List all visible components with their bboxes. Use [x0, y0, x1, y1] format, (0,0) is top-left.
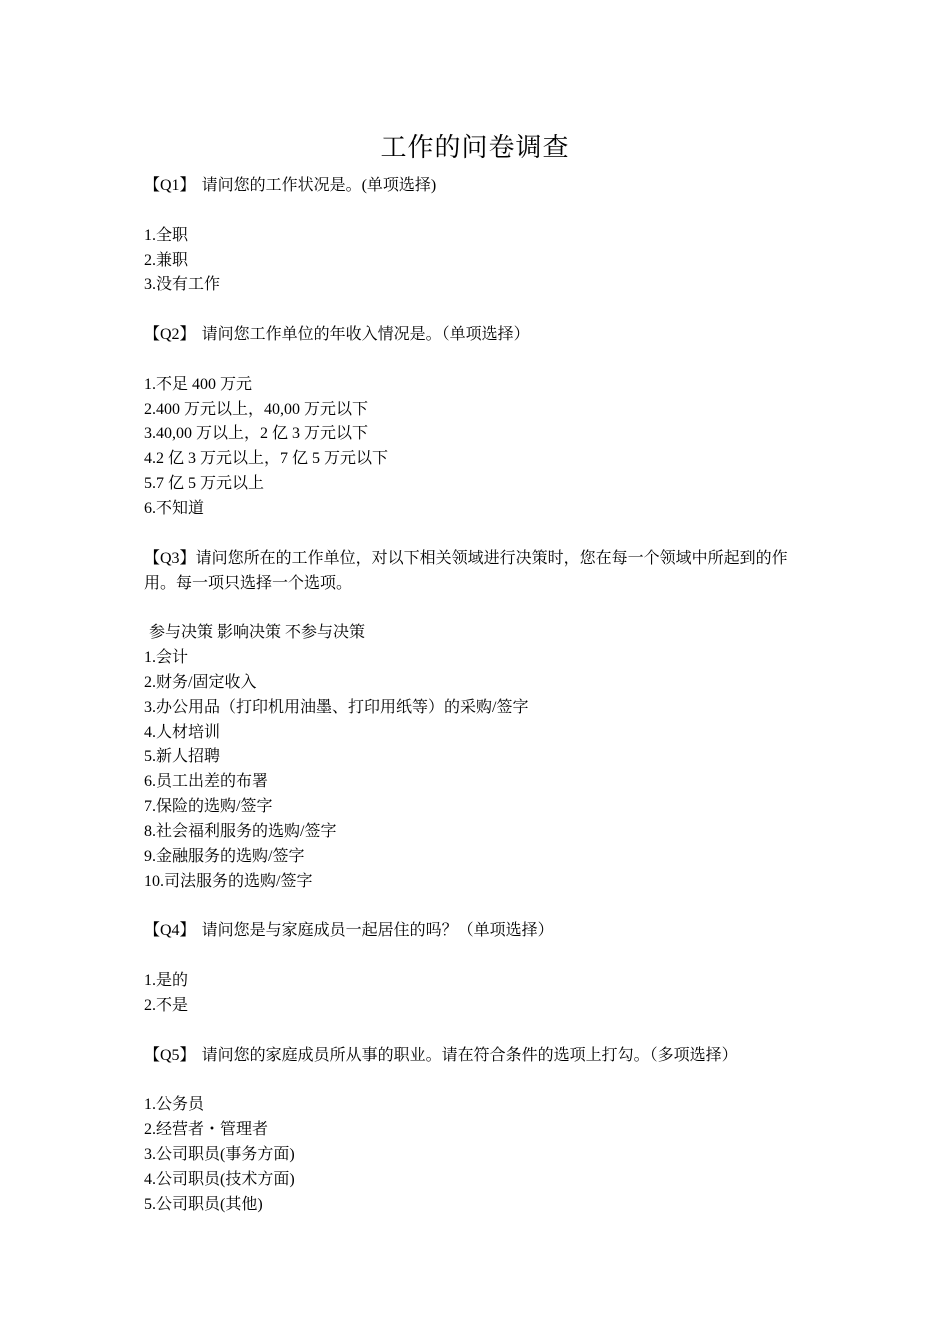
question-2-option: 1.不足 400 万元 [144, 375, 253, 393]
question-2-text: 请问您工作单位的年收入情况是。（单项选择） [201, 326, 530, 344]
question-3-item: 9.金融服务的选购/签字 [144, 847, 305, 865]
question-2-option: 2.400 万元以上，40,00 万元以下 [144, 400, 369, 418]
question-1-text: 请问您的工作状况是。(单项选择) [201, 177, 437, 194]
question-5-text: 请问您的家庭成员所从事的职业。请在符合条件的选项上打勾。（多项选择） [201, 1046, 738, 1064]
question-1-option: 3.没有工作 [144, 276, 221, 294]
question-3-item: 10.司法服务的选购/签字 [144, 872, 313, 890]
question-4-heading [144, 919, 814, 944]
question-1-heading [144, 174, 814, 199]
question-2-option: 5.7 亿 5 万元以上 [144, 475, 265, 493]
question-2-heading [144, 323, 814, 348]
question-5-option: 4.公司职员(技术方面) [144, 1170, 295, 1188]
question-3-item: 8.社会福利服务的选购/签字 [144, 822, 337, 840]
document-title: 工作的问卷调查 [380, 133, 570, 162]
question-5-option: 5.公司职员(其他) [144, 1195, 263, 1213]
question-4-text: 请问您是与家庭成员一起居住的吗？（单项选择） [201, 922, 554, 940]
question-3-text-line-2: 用。每一项只选择一个选项。 [144, 574, 353, 592]
question-1-option: 1.全职 [144, 226, 189, 244]
question-2-option: 6.不知道 [144, 499, 205, 517]
question-2-option: 3.40,00 万以上，2 亿 3 万元以下 [144, 425, 369, 443]
question-4-option: 2.不是 [144, 996, 189, 1014]
question-1-option: 2.兼职 [144, 251, 189, 269]
question-3-item: 7.保险的选购/签字 [144, 798, 273, 816]
question-3-item: 3.办公用品（打印机用油墨、打印用纸等）的采购/签字 [144, 698, 529, 716]
question-3-item: 2.财务/固定收入 [144, 673, 257, 691]
question-5-option: 3.公司职员(事务方面) [144, 1145, 295, 1163]
question-3-item: 1.会计 [144, 649, 189, 667]
question-2-option: 4.2 亿 3 万元以上，7 亿 5 万元以下 [144, 450, 389, 468]
question-3-item: 5.新人招聘 [144, 748, 221, 766]
question-5-heading [144, 1044, 814, 1069]
question-5-option: 1.公务员 [144, 1096, 205, 1114]
question-5-option: 2.经营者・管理者 [144, 1121, 269, 1139]
question-4-option: 1.是的 [144, 972, 189, 989]
question-3-item: 4.人材培训 [144, 723, 221, 741]
question-1-label: 【Q1】 [144, 177, 196, 194]
question-3-label: 【Q3】 [144, 549, 196, 567]
question-4-label: 【Q4】 [144, 922, 196, 940]
question-3-heading [144, 547, 814, 572]
question-3-item: 6.员工出差的布署 [144, 773, 269, 791]
question-5-label: 【Q5】 [144, 1046, 196, 1064]
document-body [144, 174, 814, 1217]
question-3-text-line-1: 请问您所在的工作单位，对以下相关领域进行决策时，您在每一个领域中所起到的作 [195, 549, 788, 567]
question-2-label: 【Q2】 [144, 326, 196, 344]
question-3-answer-columns: 参与决策 影响决策 不参与决策 [149, 624, 366, 642]
